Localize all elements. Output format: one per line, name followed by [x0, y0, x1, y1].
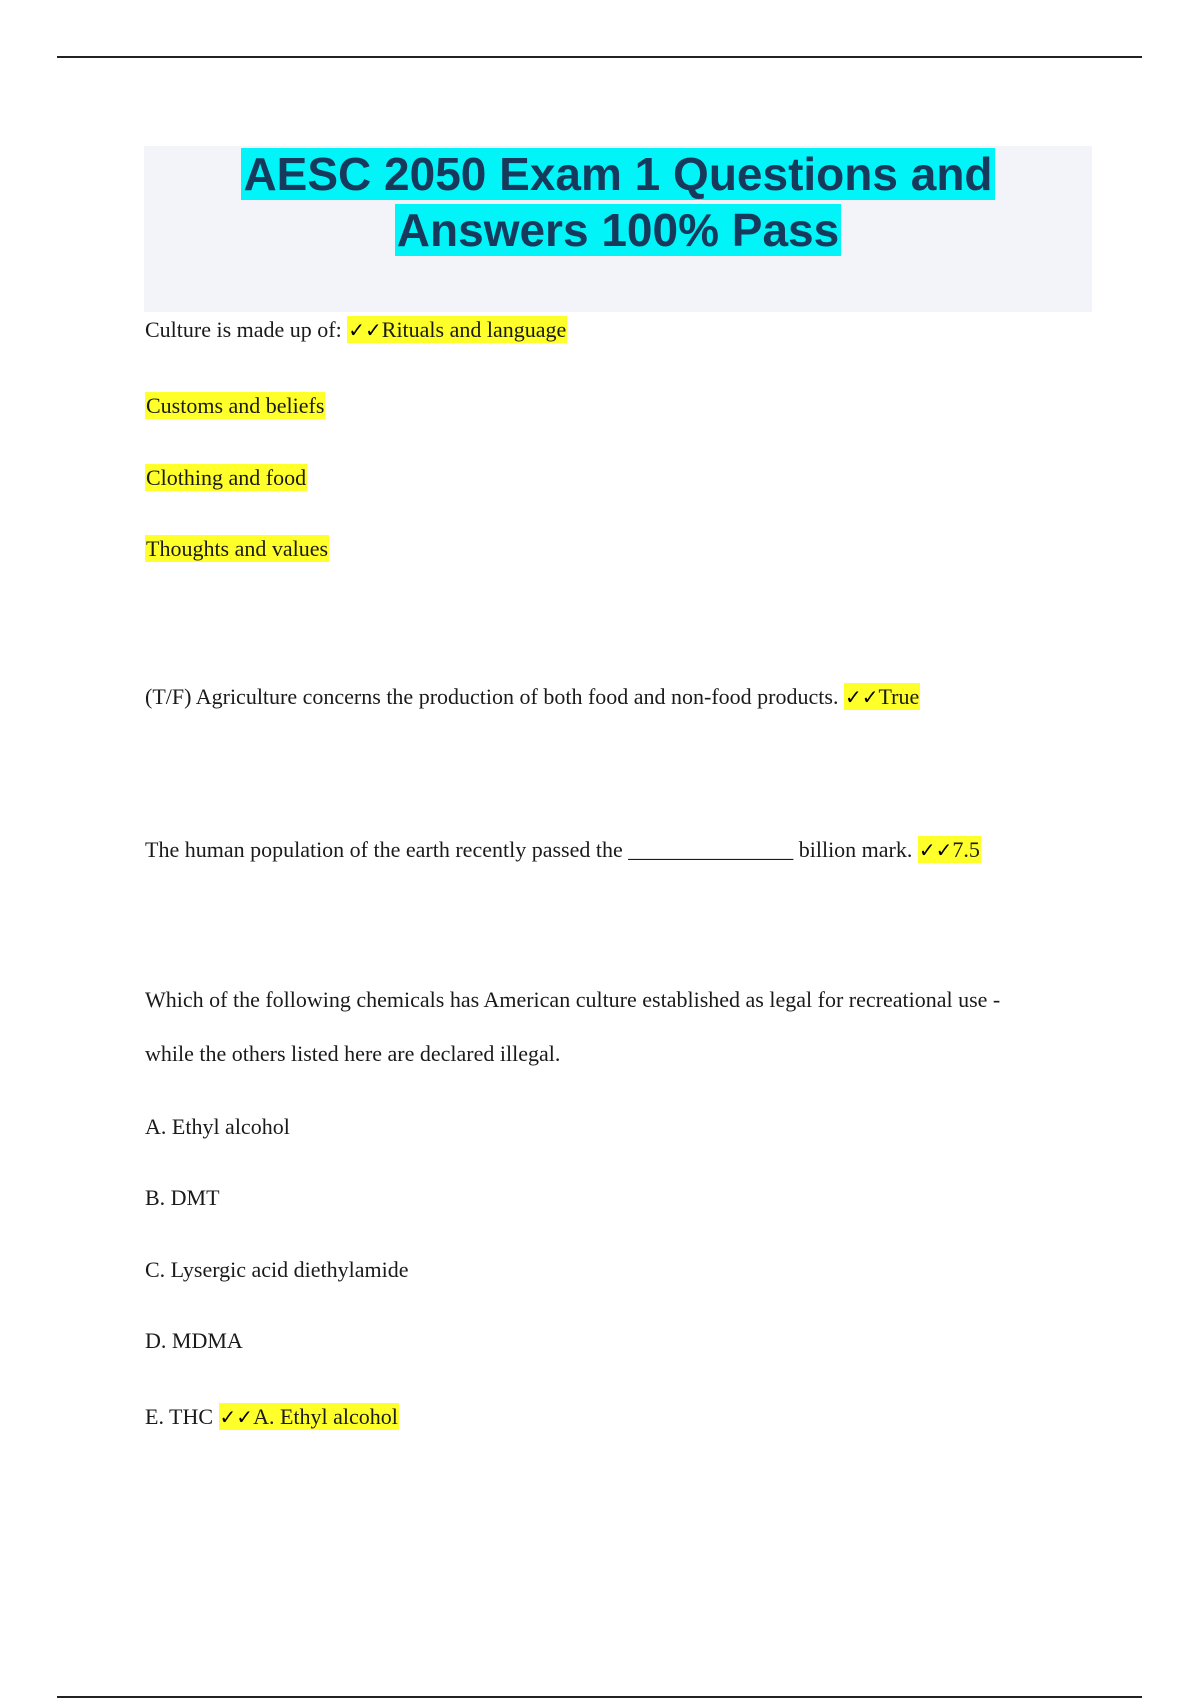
question-4-option: A. Ethyl alcohol — [145, 1114, 290, 1139]
title-banner — [144, 146, 1092, 312]
question-4-answer — [219, 1403, 399, 1430]
question-4-option: B. DMT — [145, 1185, 220, 1210]
check-mark-icon: ✓✓ — [219, 1405, 254, 1429]
question-4-answer-text: A. Ethyl alcohol — [253, 1404, 398, 1429]
question-1-answer-line — [145, 392, 325, 420]
check-mark-icon: ✓✓ — [918, 838, 953, 862]
check-mark-icon: ✓✓ — [348, 318, 382, 342]
answer-text: Clothing and food — [146, 465, 307, 490]
answer-text: Thoughts and values — [146, 536, 329, 561]
question-1-answer-text: Rituals and language — [381, 317, 567, 342]
question-2 — [145, 683, 920, 711]
question-3-answer-text: 7.5 — [952, 837, 980, 862]
question-3-answer — [918, 836, 981, 863]
question-1-prompt: Culture is made up of: — [145, 317, 348, 342]
title-line-2: Answers 100% Pass — [396, 204, 840, 256]
question-4-option-e: E. THC — [145, 1404, 219, 1429]
question-2-answer — [844, 683, 920, 710]
question-2-prompt: (T/F) Agriculture concerns the production of both food and non-food products. — [145, 684, 844, 709]
question-4-option: C. Lysergic acid diethylamide — [145, 1257, 409, 1282]
question-4-option: D. MDMA — [145, 1328, 243, 1353]
question-1-answer-line — [145, 464, 307, 492]
bottom-rule — [57, 1696, 1142, 1698]
question-1 — [145, 316, 567, 344]
check-mark-icon: ✓✓ — [844, 685, 879, 709]
question-4-option-last — [145, 1403, 399, 1431]
question-1-answer-line — [145, 535, 329, 563]
question-3 — [145, 836, 981, 864]
question-3-prompt: The human population of the earth recently passed the _______________ billion mark. — [145, 837, 918, 862]
question-4-prompt-line-1: Which of the following chemicals has American culture established as legal for recreational use - — [145, 987, 1001, 1012]
document-title — [144, 146, 1092, 258]
answer-text: Customs and beliefs — [146, 393, 325, 418]
title-line-1: AESC 2050 Exam 1 Questions and — [243, 148, 993, 200]
question-1-answer — [347, 316, 567, 343]
question-4-prompt-line-2: while the others listed here are declared illegal. — [145, 1041, 561, 1066]
question-2-answer-text: True — [878, 684, 920, 709]
top-rule — [57, 56, 1142, 58]
